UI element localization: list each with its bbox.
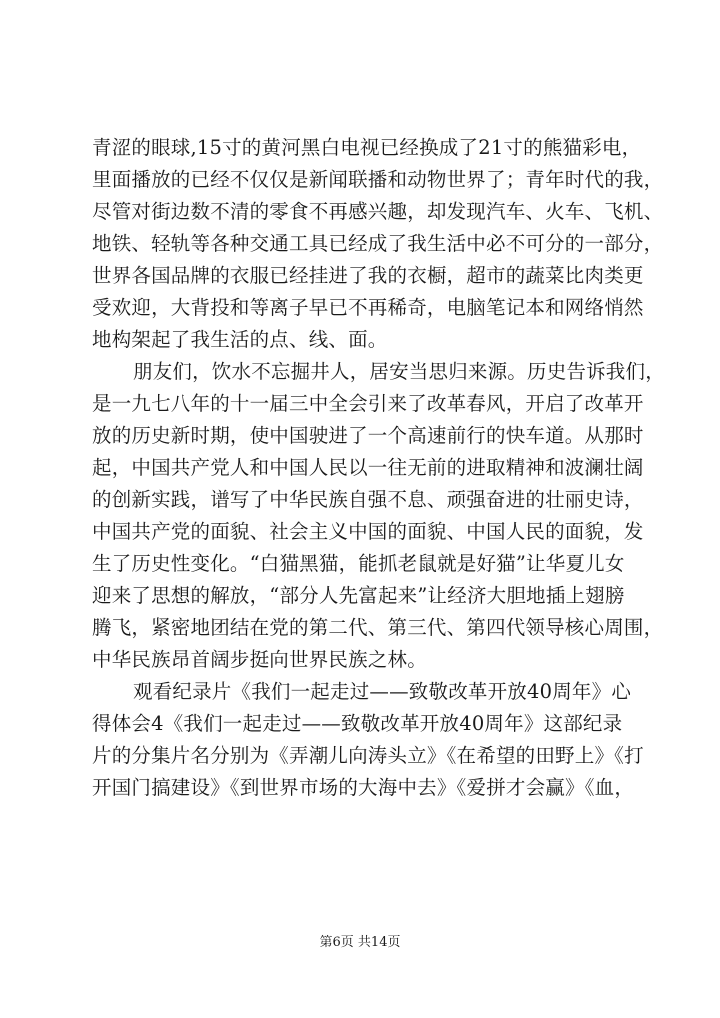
text-line: 里面播放的已经不仅仅是新闻联播和动物世界了；青年时代的我， (92, 168, 664, 191)
text-line: 地铁、轻轨等各种交通工具已经成了我生活中必不可分的一部分， (92, 232, 664, 255)
text-line: 中国共产党的面貌、社会主义中国的面貌、中国人民的面貌，发 (92, 520, 644, 543)
text-line: 是一九七八年的十一届三中全会引来了改革春风，开启了改革开 (92, 392, 644, 415)
text-line: 地构架起了我生活的点、线、面。 (92, 328, 388, 351)
text-line: 起，中国共产党人和中国人民以一往无前的进取精神和波澜壮阔 (92, 456, 644, 479)
text-line: 得体会4《我们一起走过——致敬改革开放40周年》这部纪录 (92, 712, 623, 735)
body-text (92, 132, 665, 804)
page-footer (0, 934, 720, 952)
text-line: 开国门搞建设》《到世界市场的大海中去》《爱拼才会赢》《血， (92, 776, 635, 799)
text-line: 生了历史性变化。“白猫黑猫，能抓老鼠就是好猫”让华夏儿女 (92, 552, 625, 575)
text-line: 腾飞，紧密地团结在党的第二代、第三代、第四代领导核心周围， (92, 616, 664, 639)
paragraph-start-line: 观看纪录片《我们一起走过——致敬改革开放40周年》心 (133, 680, 632, 703)
page-indicator: 第6页 共14页 (319, 935, 401, 950)
text-line: 放的历史新时期，使中国驶进了一个高速前行的快车道。从那时 (92, 424, 644, 447)
text-line: 受欢迎，大背投和等离子早已不再稀奇，电脑笔记本和网络悄然 (92, 296, 644, 319)
text-line: 的创新实践，谱写了中华民族自强不息、顽强奋进的壮丽史诗， (92, 488, 644, 511)
text-line: 青涩的眼球,15寸的黄河黑白电视已经换成了21寸的熊猫彩电， (92, 136, 642, 159)
paragraph-start-line: 朋友们，饮水不忘掘井人，居安当思归来源。历史告诉我们， (133, 360, 665, 383)
text-line: 迎来了思想的解放，“部分人先富起来”让经济大胆地插上翅膀 (92, 584, 625, 607)
text-line: 中华民族昂首阔步挺向世界民族之林。 (92, 648, 427, 671)
text-line: 尽管对街边数不清的零食不再感兴趣，却发现汽车、火车、飞机、 (92, 200, 664, 223)
text-line: 世界各国品牌的衣服已经挂进了我的衣橱，超市的蔬菜比肉类更 (92, 264, 644, 287)
text-line: 片的分集片名分别为《弄潮儿向涛头立》《在希望的田野上》《打 (92, 744, 644, 767)
